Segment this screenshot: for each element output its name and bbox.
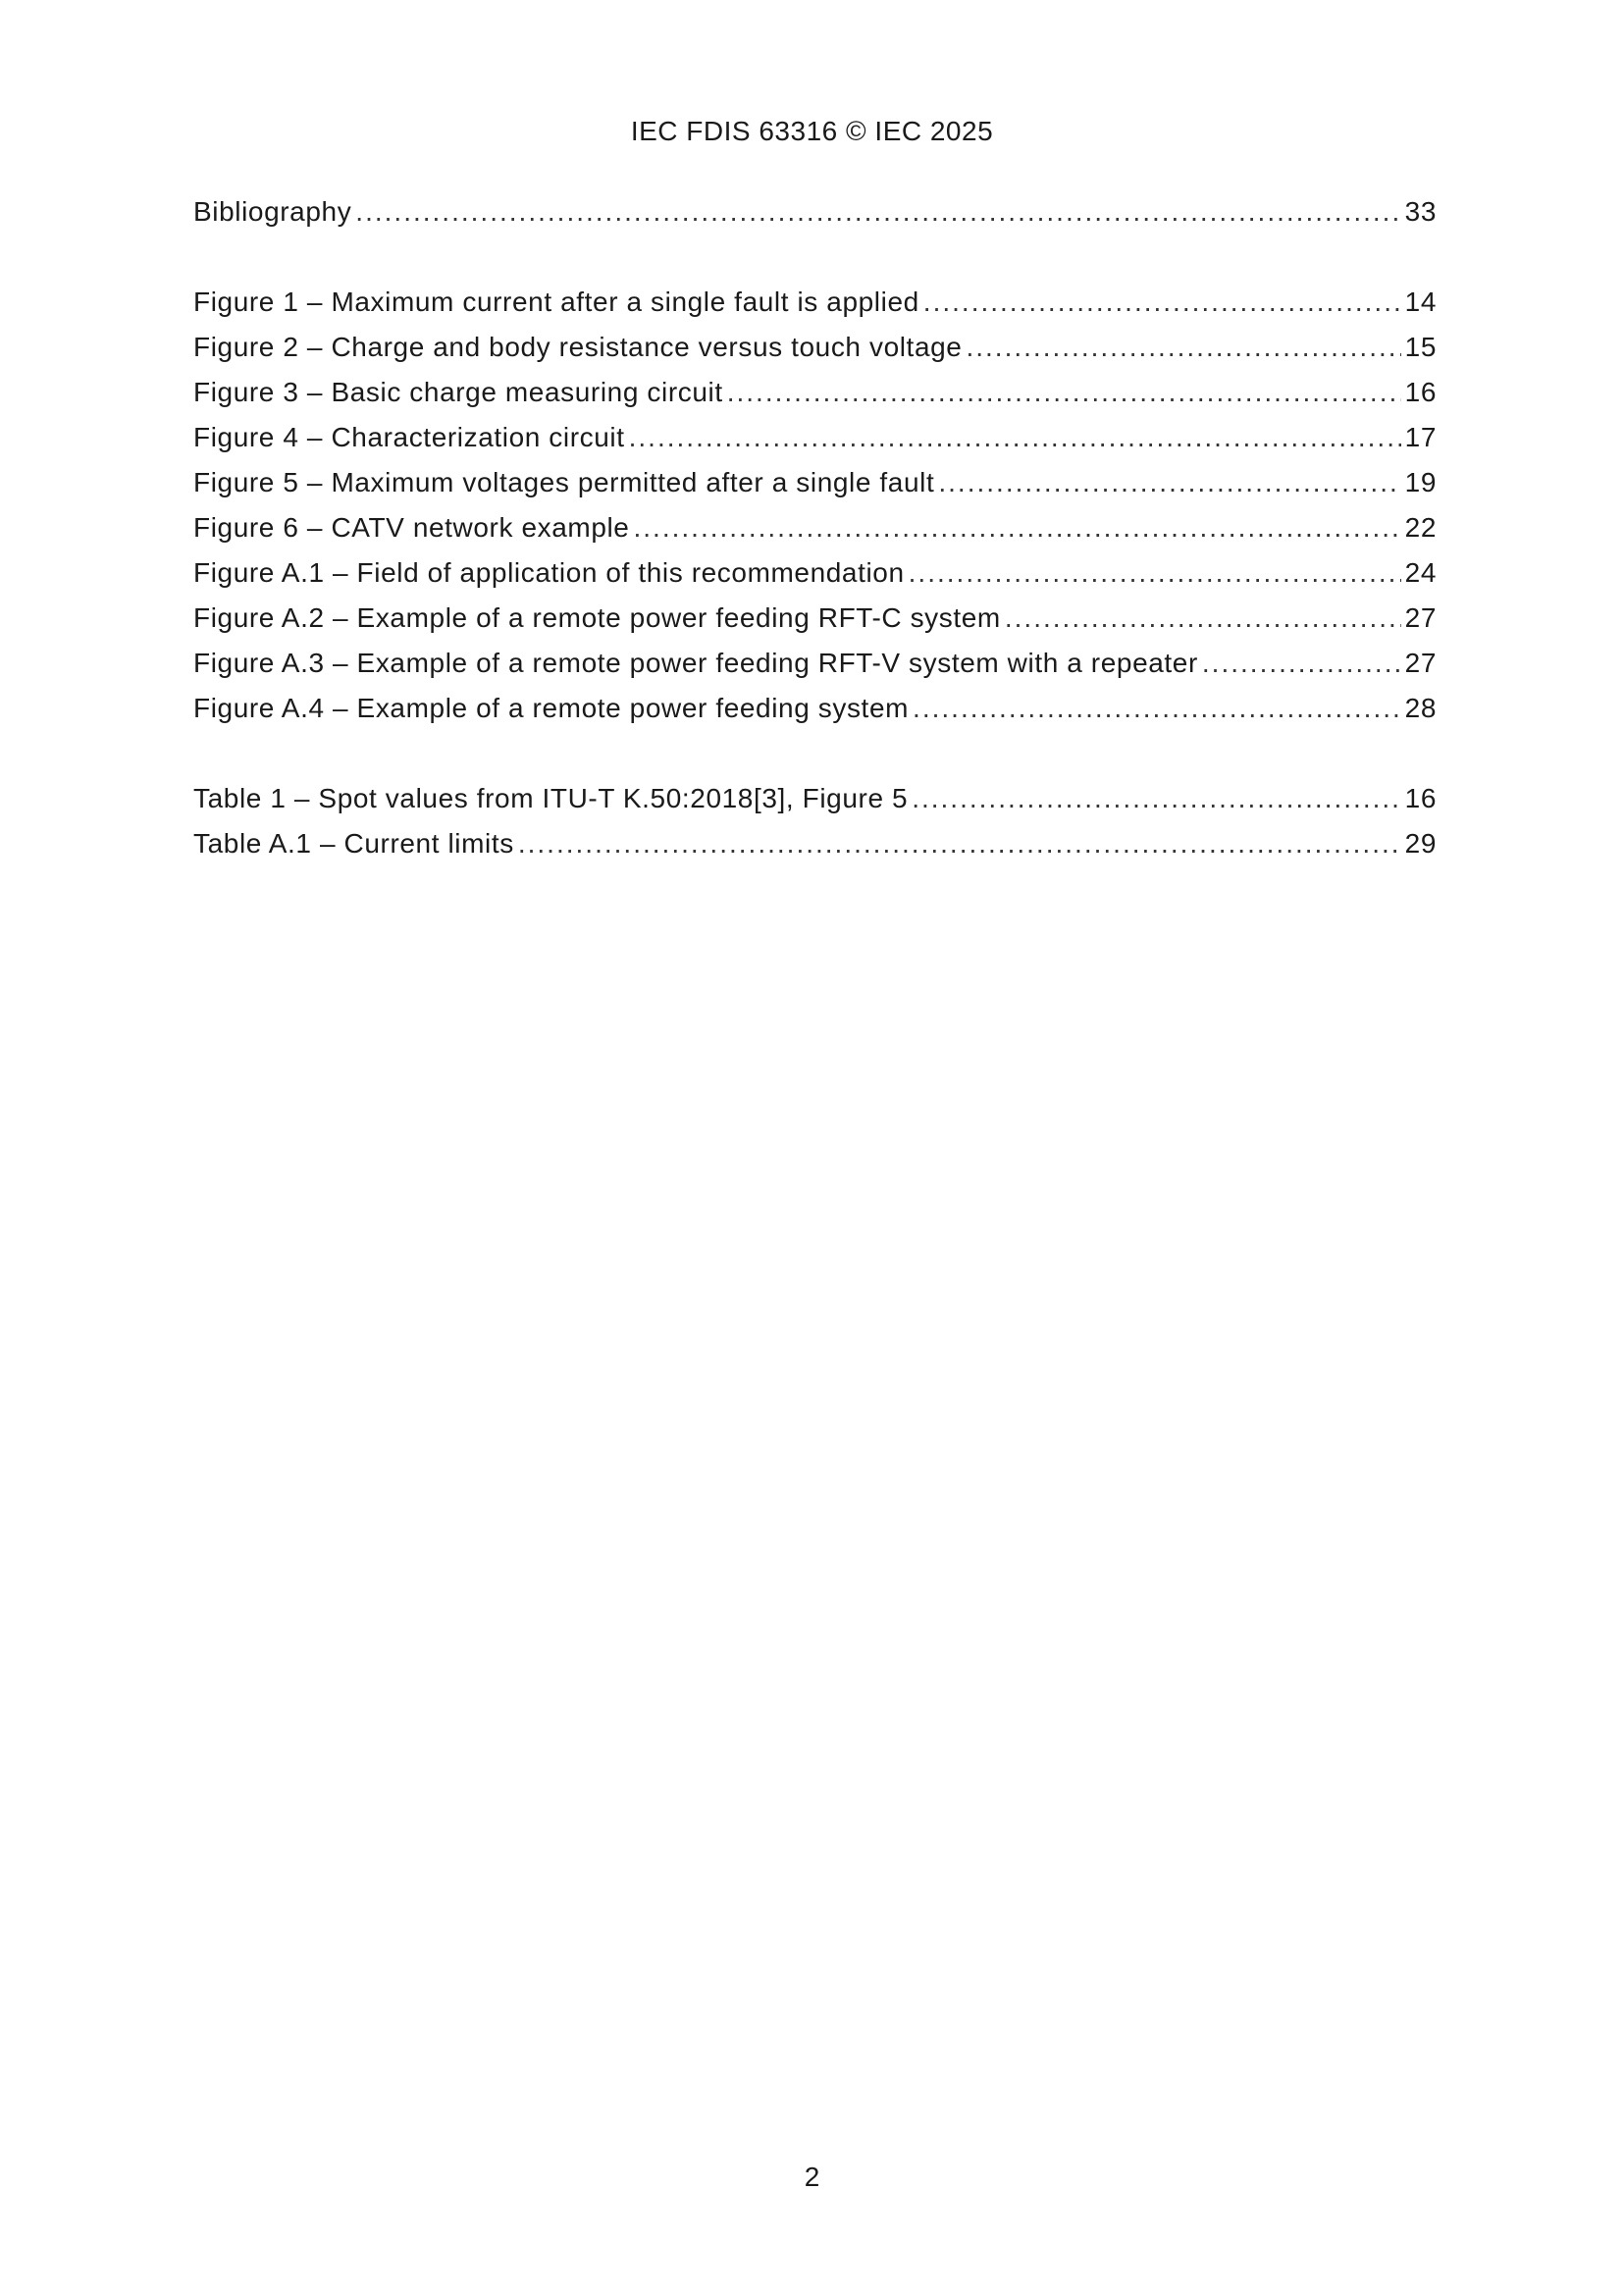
toc-dot-leader <box>966 325 1400 370</box>
toc-dot-leader <box>912 776 1400 821</box>
toc-entry-page: 24 <box>1404 557 1437 588</box>
toc-entry-title: Figure 6 – CATV network example <box>193 512 630 543</box>
toc-entry-page: 14 <box>1404 287 1437 317</box>
toc-entry[interactable] <box>193 596 1437 641</box>
toc-entry[interactable] <box>193 776 1437 821</box>
toc-entry-title: Figure A.4 – Example of a remote power feeding system <box>193 693 910 723</box>
toc-dot-leader <box>938 460 1400 505</box>
toc-entry[interactable] <box>193 370 1437 415</box>
toc-entry[interactable] <box>193 280 1437 325</box>
toc-entry[interactable] <box>193 325 1437 370</box>
page-number: 2 <box>804 2162 820 2192</box>
toc-entry-title: Figure 4 – Characterization circuit <box>193 422 625 452</box>
toc-dot-leader <box>1005 596 1401 641</box>
toc-entry-page: 19 <box>1404 467 1437 497</box>
page-header: IEC FDIS 63316 © IEC 2025 <box>630 116 994 146</box>
toc-entry-title: Figure 1 – Maximum current after a single fault is applied <box>193 287 919 317</box>
toc-dot-leader <box>518 821 1401 866</box>
toc-entry-title: Figure 3 – Basic charge measuring circuit <box>193 377 723 407</box>
toc-entry[interactable] <box>193 189 1437 235</box>
toc-bibliography-section <box>193 189 1437 235</box>
toc-figures-section <box>193 280 1437 731</box>
toc-entry-page: 16 <box>1404 377 1437 407</box>
toc-dot-leader <box>923 280 1401 325</box>
toc-entry-page: 27 <box>1404 648 1437 678</box>
toc-entry[interactable] <box>193 550 1437 596</box>
toc-entry-page: 28 <box>1404 693 1437 723</box>
toc-entry-page: 33 <box>1404 196 1437 227</box>
toc-entry-page: 16 <box>1404 783 1437 813</box>
toc-entry[interactable] <box>193 686 1437 731</box>
toc-entry-page: 15 <box>1404 332 1437 362</box>
toc-entry-title: Table A.1 – Current limits <box>193 828 514 859</box>
toc-entry[interactable] <box>193 821 1437 866</box>
toc-entry-title: Figure A.1 – Field of application of this recommendation <box>193 557 905 588</box>
toc-entry-title: Bibliography <box>193 196 352 227</box>
toc-entry[interactable] <box>193 460 1437 505</box>
toc-dot-leader <box>909 550 1401 596</box>
toc-dot-leader <box>629 415 1401 460</box>
toc-entry-page: 17 <box>1404 422 1437 452</box>
toc-tables-section <box>193 776 1437 866</box>
toc-entry[interactable] <box>193 641 1437 686</box>
toc-entry[interactable] <box>193 505 1437 550</box>
toc-entry[interactable] <box>193 415 1437 460</box>
toc-dot-leader <box>1202 641 1401 686</box>
toc-entry-page: 27 <box>1404 602 1437 633</box>
toc-entry-title: Figure 2 – Charge and body resistance versus touch voltage <box>193 332 963 362</box>
toc-dot-leader <box>355 189 1400 235</box>
toc-dot-leader <box>633 505 1400 550</box>
toc-dot-leader <box>727 370 1401 415</box>
toc-entry-title: Figure 5 – Maximum voltages permitted after a single fault <box>193 467 935 497</box>
toc-entry-page: 29 <box>1404 828 1437 859</box>
toc-entry-page: 22 <box>1404 512 1437 543</box>
toc-dot-leader <box>913 686 1401 731</box>
toc-entry-title: Table 1 – Spot values from ITU-T K.50:2018[3], Figure 5 <box>193 783 909 813</box>
toc-entry-title: Figure A.2 – Example of a remote power feeding RFT-C system <box>193 602 1001 633</box>
toc-entry-title: Figure A.3 – Example of a remote power feeding RFT-V system with a repeater <box>193 648 1198 678</box>
